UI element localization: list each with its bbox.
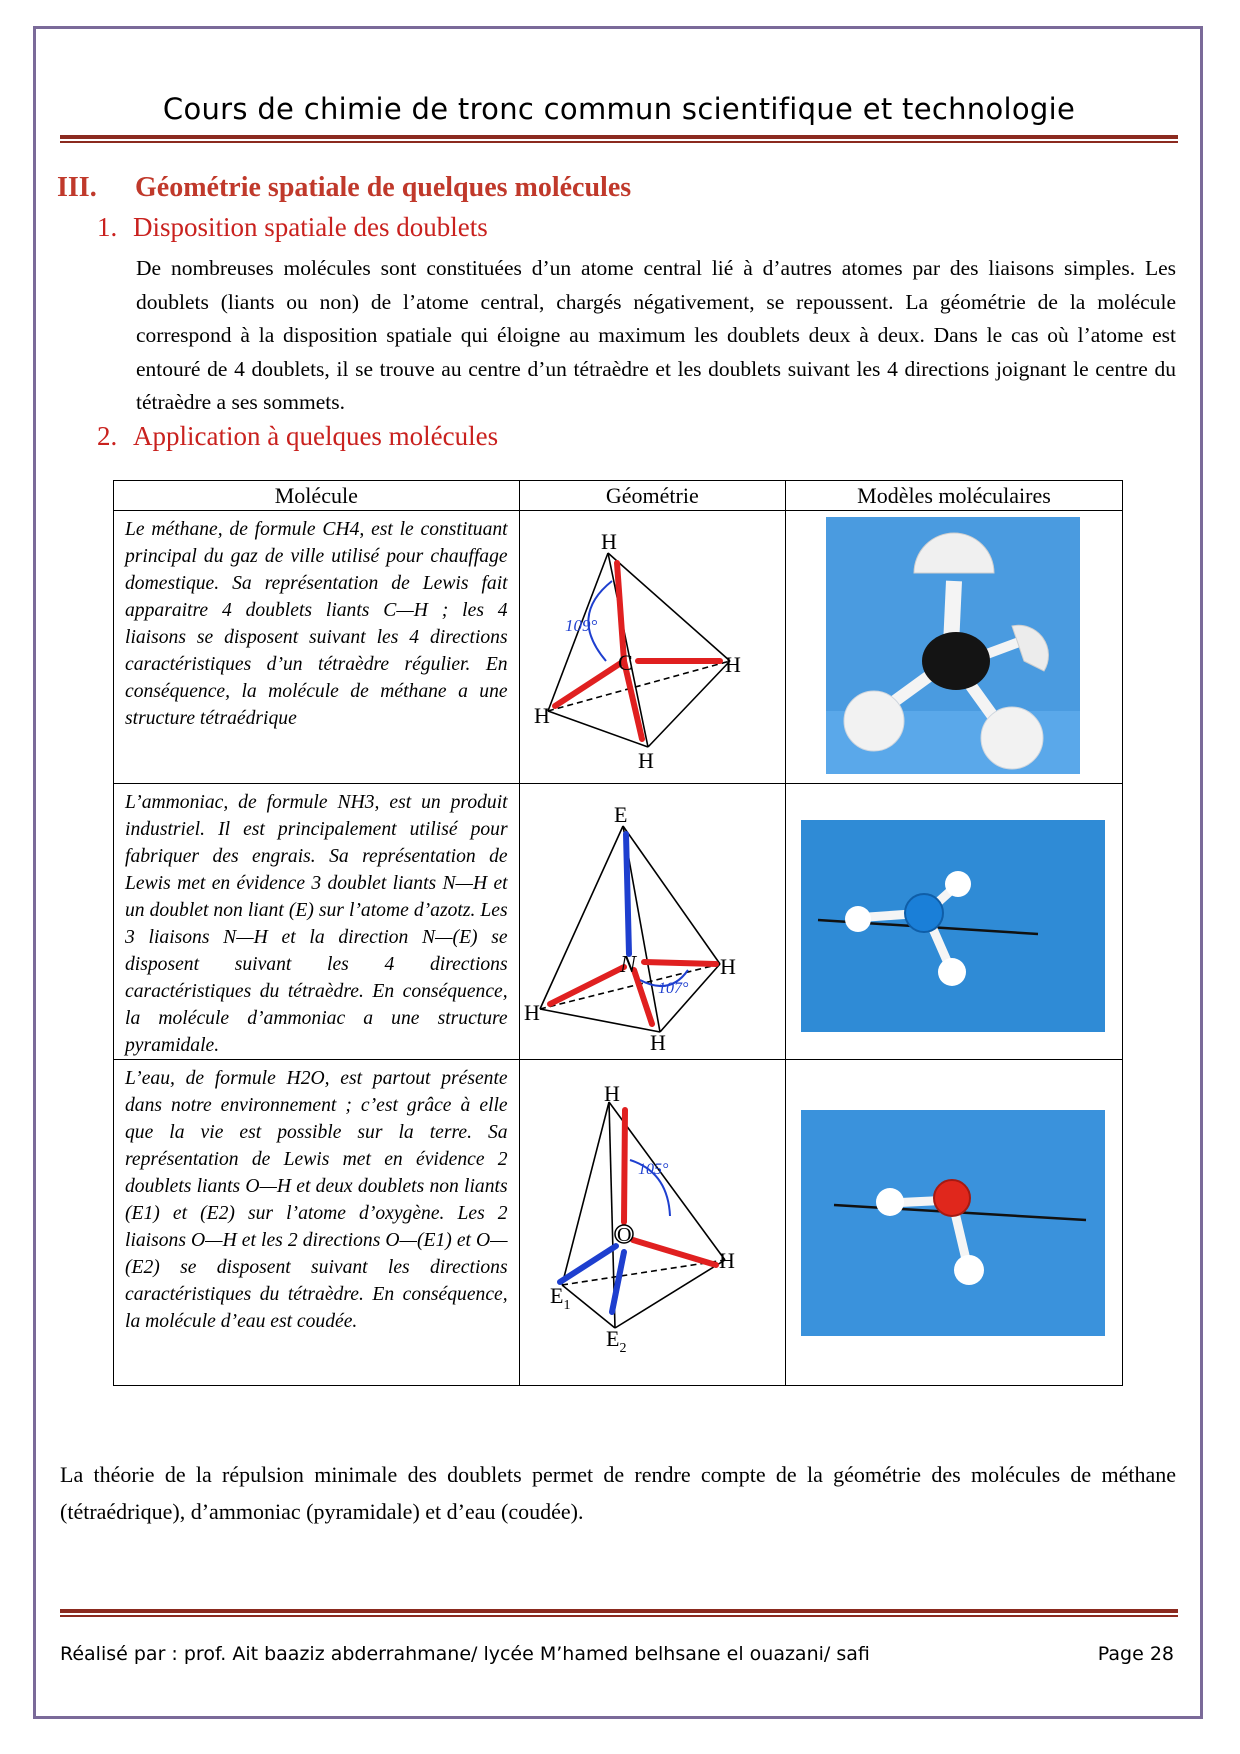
footer-page-number: Page 28 xyxy=(1097,1643,1174,1665)
subsection-2-number: 2. xyxy=(97,421,118,451)
column-header-geometry: Géométrie xyxy=(519,481,785,511)
ammonia-model-cell xyxy=(785,784,1122,1060)
ammonia-tetrahedron-diagram xyxy=(520,784,783,1051)
section-title: Géométrie spatiale de quelques molécules xyxy=(135,172,632,203)
methane-model-photo xyxy=(786,511,1119,778)
ammonia-bottom-atom: H xyxy=(649,1030,666,1051)
subsection-1-number: 1. xyxy=(97,212,118,242)
section-heading xyxy=(57,172,631,204)
table-row-water xyxy=(114,1060,1123,1386)
ammonia-angle-label: 107° xyxy=(657,980,689,997)
methane-angle-label: 109° xyxy=(564,616,597,635)
water-angle-label: 105° xyxy=(637,1161,669,1178)
column-header-molecule: Molécule xyxy=(114,481,520,511)
molecules-table xyxy=(113,480,1123,1386)
water-bottom-atom-subscript: 2 xyxy=(619,1341,627,1356)
water-left-atom-subscript: 1 xyxy=(563,1298,571,1313)
water-right-atom: H xyxy=(718,1248,735,1273)
methane-tetrahedron-diagram xyxy=(520,511,783,778)
table-row-methane xyxy=(114,511,1123,784)
subsection-1-heading xyxy=(97,212,488,243)
methane-left-atom: H xyxy=(533,703,550,728)
ammonia-top-atom: E xyxy=(613,802,628,827)
water-center-atom: O xyxy=(616,1224,632,1246)
ammonia-left-atom: H xyxy=(523,1000,540,1025)
ammonia-center-atom: N xyxy=(619,952,636,978)
footer-rule xyxy=(60,1609,1178,1617)
water-bottom-atom-letter: E xyxy=(605,1326,620,1351)
table-header-row xyxy=(114,481,1123,511)
water-top-atom: H xyxy=(603,1081,620,1106)
subsection-2-title: Application à quelques molécules xyxy=(133,421,499,451)
methane-description: Le méthane, de formule CH4, est le constituant principal du gaz de ville utilisé pour chauffage domestique. Sa représentation de Lewis fait apparaitre 4 doublets liants C—H ; les 4 liaisons se disposent suivant les 4 directions caractéristiques d’un tétraèdre régulier. En conséquence, la molécule de méthane a une structure tétraédrique xyxy=(114,511,520,784)
water-model-photo xyxy=(786,1060,1119,1380)
methane-model-cell xyxy=(785,511,1122,784)
ammonia-description: L’ammoniac, de formule NH3, est un produit industriel. Il est principalement utilisé pour fabriquer des engrais. Sa représentation de Lewis met en évidence 3 doublet liants N—H et un doublet non liant (E) sur l’atome d’azotz. Les 3 liaisons N—H et la direction N—(E) se disposent suivant les 4 directions caractéristiques du tétraèdre. En conséquence, la molécule d’ammoniac a une structure pyramidale. xyxy=(114,784,520,1060)
methane-center-atom: C xyxy=(617,650,633,675)
column-header-models: Modèles moléculaires xyxy=(785,481,1122,511)
subsection-2-heading xyxy=(97,421,498,452)
water-geometry-cell xyxy=(519,1060,785,1386)
conclusion-paragraph: La théorie de la répulsion minimale des doublets permet de rendre compte de la géométrie des molécules de méthane (tétraédrique), d’ammoniac (pyramidale) et d’eau (coudée). xyxy=(60,1462,1176,1524)
methane-bottom-atom: H xyxy=(637,748,654,773)
water-description: L’eau, de formule H2O, est partout présente dans notre environnement ; c’est grâce à elle que la vie est possible sur la terre. Sa représentation de Lewis met en évidence 2 doublets liants O—H et deux doublets non liants (E1) et (E2) sur l’atome d’oxygène. Les 2 liaisons O—H et les 2 directions O—(E1) et O—(E2) se disposent suivant les directions caractéristiques du tétraèdre. En conséquence, la molécule d’eau est coudée. xyxy=(114,1060,520,1386)
subsection-1-paragraph: De nombreuses molécules sont constituées d’un atome central lié à d’autres atomes par des liaisons simples. Les doublets (liants ou non) de l’atome central, chargés négativement, se repoussent. La géométrie de la molécule correspond à la disposition spatiale qui éloigne au maximum les doublets deux à deux. Dans le cas où l’atome est entouré de 4 doublets, il se trouve au centre d’un tétraèdre et les doublets suivant les 4 directions joignant le centre du tétraèdre a ses sommets. xyxy=(136,256,1176,415)
section-number: III. xyxy=(57,172,97,203)
page-header-title: Cours de chimie de tronc commun scientifique et technologie xyxy=(162,92,1076,126)
ammonia-model-photo xyxy=(786,784,1119,1051)
subsection-1-title: Disposition spatiale des doublets xyxy=(133,212,488,242)
ammonia-geometry-cell xyxy=(519,784,785,1060)
water-left-atom-letter: E xyxy=(549,1283,564,1308)
water-tetrahedron-diagram xyxy=(520,1060,783,1380)
methane-top-atom: H xyxy=(600,529,617,554)
table-row-ammonia xyxy=(114,784,1123,1060)
methane-right-atom: H xyxy=(724,652,741,677)
header-rule xyxy=(60,135,1178,143)
ammonia-right-atom: H xyxy=(719,954,736,979)
water-bottom-atom xyxy=(606,1326,626,1356)
water-model-cell xyxy=(785,1060,1122,1386)
water-left-atom xyxy=(550,1283,570,1313)
methane-geometry-cell xyxy=(519,511,785,784)
footer-author: Réalisé par : prof. Ait baaziz abderrahmane/ lycée M’hamed belhsane el ouazani/ safi xyxy=(60,1643,870,1665)
